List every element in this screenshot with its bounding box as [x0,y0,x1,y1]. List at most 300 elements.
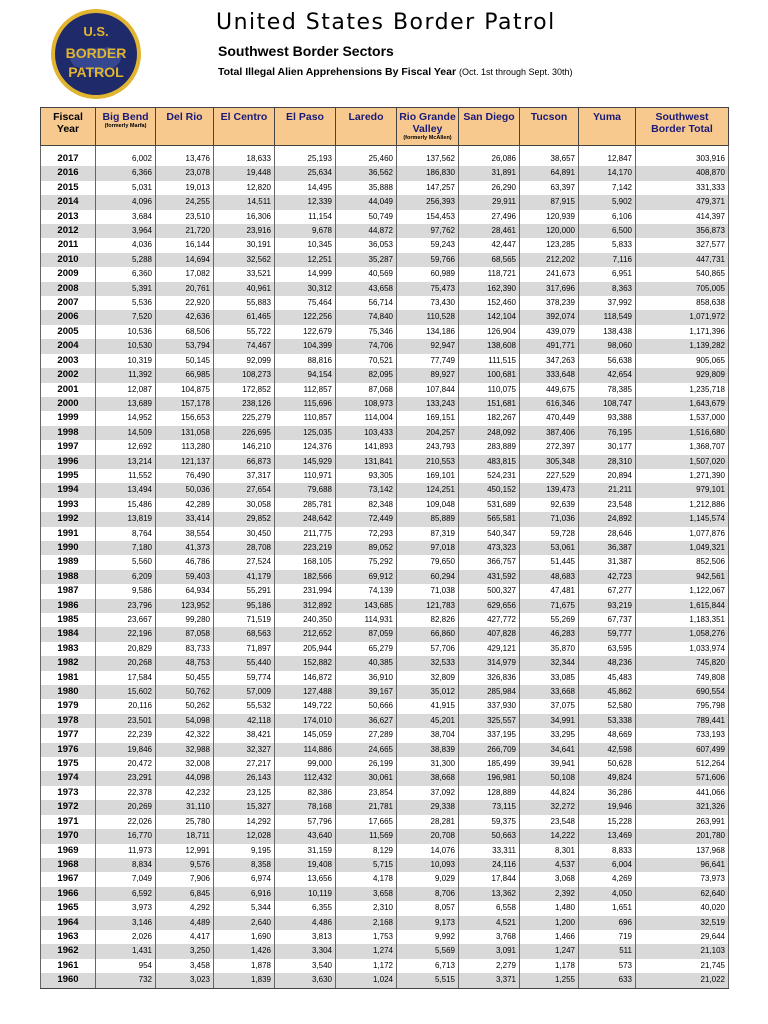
table-cell: 71,038 [397,584,459,598]
table-cell: 82,095 [336,368,397,382]
column-header [336,108,397,146]
table-cell: 21,211 [579,483,636,497]
table-row [41,786,729,800]
table-cell: 59,766 [397,253,459,267]
table-cell: 20,268 [96,656,156,670]
fiscal-year-cell: 2005 [41,325,96,339]
table-cell: 37,992 [579,296,636,310]
table-cell: 186,830 [397,166,459,180]
column-header [397,108,459,146]
table-cell: 929,809 [636,368,729,382]
table-cell: 13,689 [96,397,156,411]
table-cell: 732 [96,973,156,988]
table-cell: 5,569 [397,944,459,958]
table-cell: 690,554 [636,685,729,699]
table-cell: 1,171,396 [636,325,729,339]
table-cell: 41,373 [156,541,214,555]
fiscal-year-cell: 1977 [41,728,96,742]
table-cell: 98,060 [579,339,636,353]
table-cell: 33,311 [459,844,520,858]
table-cell: 4,292 [156,901,214,915]
table-cell: 256,393 [397,195,459,209]
table-cell: 73,142 [336,483,397,497]
fiscal-year-cell: 2011 [41,238,96,252]
table-cell: 1,878 [214,959,275,973]
table-cell: 10,119 [275,887,336,901]
table-cell: 1,058,276 [636,627,729,641]
table-cell: 6,558 [459,901,520,915]
table-cell: 104,875 [156,383,214,397]
table-cell: 1,247 [520,944,579,958]
table-cell: 131,058 [156,426,214,440]
table-cell: 107,844 [397,383,459,397]
table-cell: 7,049 [96,872,156,886]
table-cell: 6,713 [397,959,459,973]
column-header-label: San Diego [463,111,515,123]
table-cell: 4,486 [275,916,336,930]
table-cell: 53,794 [156,339,214,353]
table-row [41,584,729,598]
table-cell: 65,279 [336,642,397,656]
table-cell: 6,004 [579,858,636,872]
table-cell: 87,319 [397,527,459,541]
table-cell: 285,984 [459,685,520,699]
table-cell: 50,262 [156,699,214,713]
table-cell: 43,640 [275,829,336,843]
table-cell: 8,363 [579,282,636,296]
fiscal-year-cell: 1974 [41,771,96,785]
table-cell: 15,602 [96,685,156,699]
table-row [41,656,729,670]
apprehensions-table [40,107,729,989]
table-cell: 21,745 [636,959,729,973]
table-cell: 142,104 [459,310,520,324]
table-cell: 13,469 [579,829,636,843]
table-cell: 67,737 [579,613,636,627]
table-cell: 169,151 [397,411,459,425]
table-cell: 15,327 [214,800,275,814]
table-cell: 3,658 [336,887,397,901]
fiscal-year-cell: 1963 [41,930,96,944]
table-cell: 75,292 [336,555,397,569]
table-cell: 5,344 [214,901,275,915]
table-row [41,613,729,627]
fiscal-year-cell: 1980 [41,685,96,699]
table-cell: 72,293 [336,527,397,541]
table-cell: 53,338 [579,714,636,728]
document-subtitle: Southwest Border Sectors [218,43,394,59]
table-cell: 35,888 [336,181,397,195]
column-header [96,108,156,146]
table-cell: 30,312 [275,282,336,296]
logo-line-us: U.S. [83,24,109,39]
table-cell: 36,627 [336,714,397,728]
table-cell: 110,971 [275,469,336,483]
table-cell: 122,256 [275,310,336,324]
table-cell: 79,688 [275,483,336,497]
table-cell: 67,277 [579,584,636,598]
table-cell: 35,870 [520,642,579,656]
table-cell: 1,839 [214,973,275,988]
table-cell: 19,013 [156,181,214,195]
table-cell: 71,897 [214,642,275,656]
table-cell: 23,510 [156,210,214,224]
table-cell: 38,839 [397,743,459,757]
table-cell: 1,466 [520,930,579,944]
table-cell: 1,516,680 [636,426,729,440]
table-cell: 66,985 [156,368,214,382]
table-row [41,339,729,353]
table-header-row [41,108,729,146]
table-cell: 20,269 [96,800,156,814]
fiscal-year-cell: 2000 [41,397,96,411]
table-cell: 29,852 [214,512,275,526]
table-cell: 137,562 [397,152,459,166]
table-cell: 3,768 [459,930,520,944]
table-cell: 30,191 [214,238,275,252]
table-cell: 121,137 [156,455,214,469]
table-cell: 5,536 [96,296,156,310]
table-cell: 38,668 [397,771,459,785]
table-cell: 51,445 [520,555,579,569]
column-header-label: Big Bend [102,111,149,123]
table-cell: 7,142 [579,181,636,195]
table-cell: 243,793 [397,440,459,454]
table-cell: 14,495 [275,181,336,195]
table-cell: 449,675 [520,383,579,397]
table-cell: 571,606 [636,771,729,785]
table-cell: 32,272 [520,800,579,814]
table-cell: 75,473 [397,282,459,296]
fiscal-year-cell: 1998 [41,426,96,440]
table-cell: 263,991 [636,815,729,829]
table-cell: 50,762 [156,685,214,699]
table-cell: 408,870 [636,166,729,180]
table-cell: 7,520 [96,310,156,324]
table-cell: 211,775 [275,527,336,541]
table-cell: 174,010 [275,714,336,728]
table-cell: 33,085 [520,671,579,685]
table-cell: 59,774 [214,671,275,685]
fiscal-year-cell: 1978 [41,714,96,728]
table-cell: 143,685 [336,599,397,613]
table-cell: 154,453 [397,210,459,224]
table-cell: 66,873 [214,455,275,469]
table-cell: 27,524 [214,555,275,569]
fiscal-year-cell: 1962 [41,944,96,958]
table-cell: 48,236 [579,656,636,670]
table-cell: 79,650 [397,555,459,569]
table-cell: 696 [579,916,636,930]
table-cell: 12,820 [214,181,275,195]
table-cell: 125,035 [275,426,336,440]
table-cell: 1,235,718 [636,383,729,397]
table-cell: 152,882 [275,656,336,670]
fiscal-year-cell: 2012 [41,224,96,238]
table-cell: 74,139 [336,584,397,598]
table-cell: 14,694 [156,253,214,267]
table-cell: 87,068 [336,383,397,397]
table-row [41,671,729,685]
table-cell: 204,257 [397,426,459,440]
fiscal-year-cell: 2003 [41,354,96,368]
table-cell: 114,004 [336,411,397,425]
table-cell: 59,777 [579,627,636,641]
table-cell: 12,028 [214,829,275,843]
table-cell: 1,753 [336,930,397,944]
table-cell: 12,339 [275,195,336,209]
table-cell: 19,448 [214,166,275,180]
table-cell: 112,857 [275,383,336,397]
table-cell: 60,294 [397,570,459,584]
table-cell: 3,964 [96,224,156,238]
table-row [41,152,729,166]
table-cell: 227,529 [520,469,579,483]
table-cell: 16,770 [96,829,156,843]
table-cell: 63,397 [520,181,579,195]
fiscal-year-cell: 2001 [41,383,96,397]
table-cell: 14,509 [96,426,156,440]
table-cell: 1,255 [520,973,579,988]
table-cell: 4,521 [459,916,520,930]
table-cell: 1,431 [96,944,156,958]
table-cell: 59,375 [459,815,520,829]
table-cell: 1,183,351 [636,613,729,627]
fiscal-year-cell: 1991 [41,527,96,541]
table-cell: 57,796 [275,815,336,829]
table-cell: 71,675 [520,599,579,613]
table-cell: 29,338 [397,800,459,814]
table-cell: 19,408 [275,858,336,872]
table-cell: 110,857 [275,411,336,425]
table-row [41,469,729,483]
table-cell: 4,537 [520,858,579,872]
table-cell: 616,346 [520,397,579,411]
table-cell: 272,397 [520,440,579,454]
table-cell: 5,391 [96,282,156,296]
table-row [41,728,729,742]
table-cell: 1,200 [520,916,579,930]
table-cell: 77,749 [397,354,459,368]
fiscal-year-cell: 1965 [41,901,96,915]
fiscal-year-cell: 1984 [41,627,96,641]
column-header [579,108,636,146]
table-cell: 327,577 [636,238,729,252]
table-cell: 49,824 [579,771,636,785]
table-cell: 99,000 [275,757,336,771]
table-cell: 25,460 [336,152,397,166]
fiscal-year-cell: 1994 [41,483,96,497]
table-cell: 46,283 [520,627,579,641]
table-cell: 38,657 [520,152,579,166]
table-cell: 9,195 [214,844,275,858]
table-cell: 40,020 [636,901,729,915]
table-cell: 7,116 [579,253,636,267]
table-cell: 29,911 [459,195,520,209]
table-cell: 182,566 [275,570,336,584]
table-cell: 138,608 [459,339,520,353]
table-cell: 42,598 [579,743,636,757]
table-cell: 11,569 [336,829,397,843]
table-row [41,959,729,973]
table-cell: 131,841 [336,455,397,469]
column-header [275,108,336,146]
table-cell: 19,846 [96,743,156,757]
table-cell: 108,747 [579,397,636,411]
table-cell: 39,167 [336,685,397,699]
table-cell: 82,348 [336,498,397,512]
table-row [41,195,729,209]
table-cell: 114,886 [275,743,336,757]
table-cell: 6,500 [579,224,636,238]
column-header-label: Yuma [592,111,621,123]
table-cell: 3,068 [520,872,579,886]
table-cell: 139,473 [520,483,579,497]
table-cell: 4,178 [336,872,397,886]
table-cell: 13,214 [96,455,156,469]
table-cell: 28,281 [397,815,459,829]
table-row [41,570,729,584]
table-cell: 14,952 [96,411,156,425]
table-cell: 55,269 [520,613,579,627]
table-cell: 11,154 [275,210,336,224]
table-cell: 89,052 [336,541,397,555]
column-header [156,108,214,146]
table-row [41,930,729,944]
table-cell: 57,009 [214,685,275,699]
table-cell: 5,560 [96,555,156,569]
table-cell: 31,300 [397,757,459,771]
table-cell: 4,096 [96,195,156,209]
table-cell: 85,889 [397,512,459,526]
table-cell: 33,521 [214,267,275,281]
table-cell: 1,077,876 [636,527,729,541]
table-cell: 50,108 [520,771,579,785]
table-cell: 73,430 [397,296,459,310]
table-cell: 61,465 [214,310,275,324]
table-row [41,872,729,886]
table-cell: 64,934 [156,584,214,598]
table-cell: 97,018 [397,541,459,555]
table-cell: 31,110 [156,800,214,814]
table-cell: 565,581 [459,512,520,526]
table-row [41,282,729,296]
table-cell: 337,195 [459,728,520,742]
table-cell: 56,638 [579,354,636,368]
table-cell: 55,722 [214,325,275,339]
table-cell: 266,709 [459,743,520,757]
table-row [41,555,729,569]
table-cell: 9,678 [275,224,336,238]
table-cell: 28,461 [459,224,520,238]
table-cell: 248,092 [459,426,520,440]
table-cell: 16,306 [214,210,275,224]
table-row [41,627,729,641]
table-cell: 205,944 [275,642,336,656]
table-cell: 32,344 [520,656,579,670]
table-cell: 1,178 [520,959,579,973]
table-cell: 23,501 [96,714,156,728]
table-cell: 10,319 [96,354,156,368]
table-cell: 162,390 [459,282,520,296]
table-cell: 93,388 [579,411,636,425]
table-cell: 4,489 [156,916,214,930]
table-cell: 55,532 [214,699,275,713]
table-cell: 16,144 [156,238,214,252]
table-cell: 168,105 [275,555,336,569]
table-row [41,224,729,238]
table-cell: 414,397 [636,210,729,224]
table-cell: 138,438 [579,325,636,339]
table-cell: 7,180 [96,541,156,555]
fiscal-year-cell: 1993 [41,498,96,512]
table-cell: 473,323 [459,541,520,555]
table-cell: 22,026 [96,815,156,829]
table-row [41,757,729,771]
table-cell: 69,912 [336,570,397,584]
table-cell: 6,974 [214,872,275,886]
table-cell: 31,387 [579,555,636,569]
table-cell: 9,992 [397,930,459,944]
table-cell: 50,036 [156,483,214,497]
table-cell: 629,656 [459,599,520,613]
table-cell: 241,673 [520,267,579,281]
column-header [41,108,96,146]
table-row [41,699,729,713]
table-cell: 12,251 [275,253,336,267]
table-cell: 24,116 [459,858,520,872]
table-cell: 73,973 [636,872,729,886]
table-cell: 407,828 [459,627,520,641]
table-cell: 100,681 [459,368,520,382]
table-cell: 212,202 [520,253,579,267]
table-cell: 30,058 [214,498,275,512]
table-cell: 314,979 [459,656,520,670]
table-cell: 13,656 [275,872,336,886]
table-cell: 20,472 [96,757,156,771]
table-cell: 27,217 [214,757,275,771]
table-row [41,743,729,757]
table-cell: 40,961 [214,282,275,296]
table-cell: 23,916 [214,224,275,238]
column-header [459,108,520,146]
table-row [41,829,729,843]
table-cell: 21,022 [636,973,729,988]
fiscal-year-cell: 1996 [41,455,96,469]
fiscal-year-cell: 1997 [41,440,96,454]
table-cell: 1,480 [520,901,579,915]
table-cell: 795,798 [636,699,729,713]
table-cell: 126,904 [459,325,520,339]
table-row [41,397,729,411]
table-cell: 30,450 [214,527,275,541]
table-cell: 540,865 [636,267,729,281]
table-cell: 87,059 [336,627,397,641]
table-cell: 248,642 [275,512,336,526]
table-cell: 2,310 [336,901,397,915]
table-cell: 39,941 [520,757,579,771]
table-cell: 27,496 [459,210,520,224]
table-cell: 48,669 [579,728,636,742]
table-cell: 8,129 [336,844,397,858]
table-cell: 60,989 [397,267,459,281]
table-row [41,541,729,555]
table-cell: 6,845 [156,887,214,901]
table-cell: 13,494 [96,483,156,497]
table-cell: 33,668 [520,685,579,699]
fiscal-year-cell: 1988 [41,570,96,584]
table-cell: 305,348 [520,455,579,469]
